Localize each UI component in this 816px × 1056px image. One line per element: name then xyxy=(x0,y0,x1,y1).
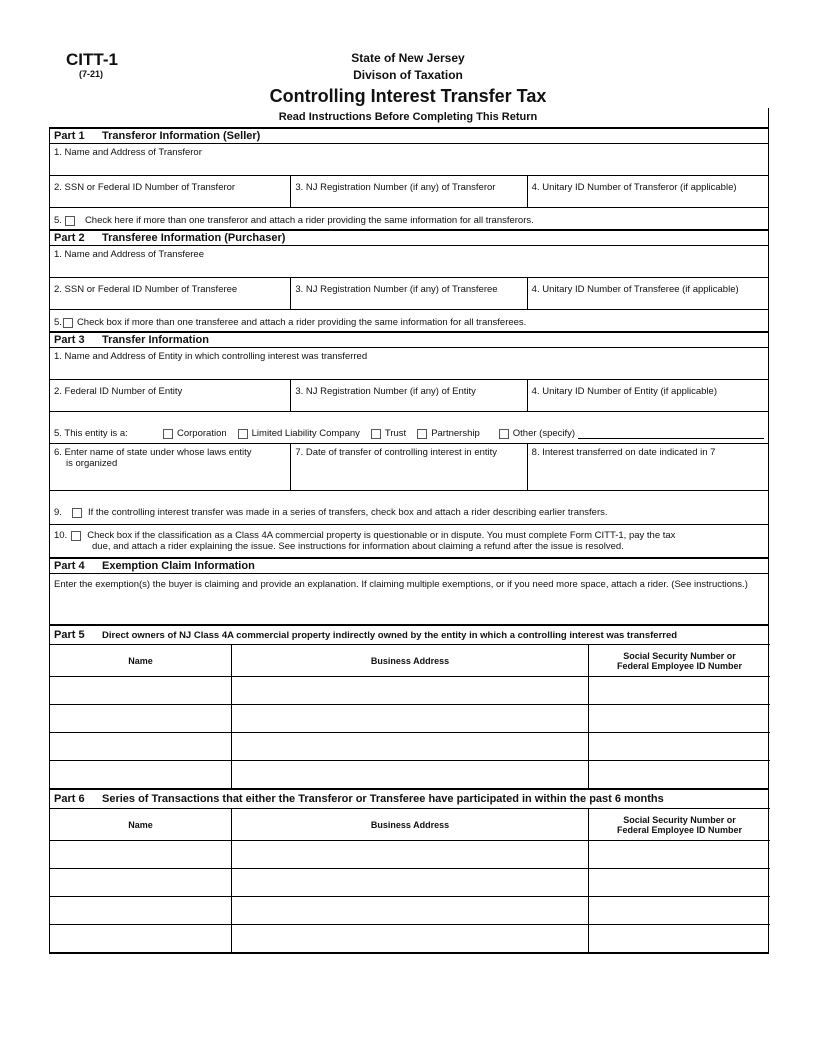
transferee-unitary-id-field[interactable] xyxy=(527,278,768,309)
entity-nj-reg-label: 3. NJ Registration Number (if any) of Entity xyxy=(295,386,476,397)
part1-number: Part 1 xyxy=(54,130,85,142)
transferee-multiple-checkbox[interactable] xyxy=(63,318,73,328)
table-cell[interactable] xyxy=(588,840,770,868)
corporation-label: Corporation xyxy=(177,428,227,439)
class4a-dispute-label-cont: due, and attach a rider explaining the issue. See instructions for information about claiming a refund after the issue is resolved. xyxy=(92,541,624,552)
part6-title: Series of Transactions that either the Transferor or Transferee have participated in within the past 6 months xyxy=(102,793,664,805)
part5-header xyxy=(50,624,768,644)
page-title: Controlling Interest Transfer Tax xyxy=(269,86,547,106)
transferor-nj-reg-label: 3. NJ Registration Number (if any) of Transferor xyxy=(295,182,496,193)
series-transfer-number: 9. xyxy=(54,507,62,518)
part2-title: Transferee Information (Purchaser) xyxy=(102,232,286,244)
exemption-claim-label: Enter the exemption(s) the buyer is claiming and provide an explanation. If claiming multiple exemptions, or if you need more space, attach a rider. (See instructions.) xyxy=(54,579,748,590)
part3-number: Part 3 xyxy=(54,334,85,346)
entity-type-label: 5. This entity is a: xyxy=(54,428,128,439)
part6-number: Part 6 xyxy=(54,793,85,805)
table-cell[interactable] xyxy=(50,760,231,788)
trust-checkbox[interactable] xyxy=(371,429,381,439)
entity-name-field[interactable] xyxy=(50,347,768,379)
transferor-ssn-field[interactable] xyxy=(50,176,290,207)
transferor-name-label: 1. Name and Address of Transferor xyxy=(54,147,202,158)
part3-header xyxy=(50,331,768,347)
table-cell[interactable] xyxy=(231,868,588,896)
state-name: State of New Jersey xyxy=(351,51,465,65)
other-specify-input[interactable] xyxy=(578,428,764,439)
table-cell[interactable] xyxy=(588,732,770,760)
part3-title: Transfer Information xyxy=(102,334,209,346)
instructions-note: Read Instructions Before Completing This Return xyxy=(278,111,538,123)
table-cell[interactable] xyxy=(231,704,588,732)
part5-col-address: Business Address xyxy=(231,644,588,676)
series-transfer-checkbox[interactable] xyxy=(72,508,82,518)
llc-label: Limited Liability Company xyxy=(251,428,360,439)
state-of-organization-label: 6. Enter name of state under whose laws entity xyxy=(54,447,252,458)
transferee-unitary-id-label: 4. Unitary ID Number of Transferee (if applicable) xyxy=(531,284,739,295)
table-cell[interactable] xyxy=(588,676,770,704)
entity-federal-id-label: 2. Federal ID Number of Entity xyxy=(54,386,183,397)
transfer-date-field[interactable] xyxy=(290,444,526,490)
transferee-name-label: 1. Name and Address of Transferee xyxy=(54,249,204,260)
part2-header xyxy=(50,229,768,245)
other-checkbox[interactable] xyxy=(499,429,509,439)
class4a-dispute-number: 10. xyxy=(54,530,68,541)
form-revision-date: (7-21) xyxy=(79,69,104,79)
part5-col-id: Social Security Number or Federal Employee ID Number xyxy=(588,644,770,676)
table-cell[interactable] xyxy=(50,896,231,924)
transferor-name-field[interactable] xyxy=(50,143,768,175)
llc-checkbox[interactable] xyxy=(238,429,248,439)
table-cell[interactable] xyxy=(50,732,231,760)
transferee-ssn-label: 2. SSN or Federal ID Number of Transferee xyxy=(54,284,238,295)
transferee-multiple-number: 5. xyxy=(54,317,62,328)
table-cell[interactable] xyxy=(588,868,770,896)
transfer-date-label: 7. Date of transfer of controlling interest in entity xyxy=(295,447,498,458)
transferee-name-field[interactable] xyxy=(50,245,768,277)
corporation-checkbox[interactable] xyxy=(163,429,173,439)
transferee-nj-reg-label: 3. NJ Registration Number (if any) of Transferee xyxy=(295,284,498,295)
part5-number: Part 5 xyxy=(54,629,85,641)
table-cell[interactable] xyxy=(50,868,231,896)
entity-name-label: 1. Name and Address of Entity in which controlling interest was transferred xyxy=(54,351,368,362)
part4-title: Exemption Claim Information xyxy=(102,560,255,572)
transferor-multiple-checkbox[interactable] xyxy=(65,216,75,226)
class4a-dispute-label: Check box if the classification as a Class 4A commercial property is questionable or in dispute. You must complete Form CITT-1, pay the tax xyxy=(87,530,676,541)
part6-col-id: Social Security Number or Federal Employee ID Number xyxy=(588,808,770,840)
transferee-multiple-label: Check box if more than one transferee and attach a rider providing the same information for all transferees. xyxy=(76,317,527,328)
divider xyxy=(768,108,769,129)
table-cell[interactable] xyxy=(50,704,231,732)
part1-title: Transferor Information (Seller) xyxy=(102,130,261,142)
transferee-ssn-field[interactable] xyxy=(50,278,290,309)
direct-owners-table xyxy=(50,644,768,788)
exemption-claim-field[interactable] xyxy=(50,573,768,624)
entity-nj-reg-field[interactable] xyxy=(290,380,526,411)
table-cell[interactable] xyxy=(50,676,231,704)
class4a-dispute-checkbox[interactable] xyxy=(71,531,81,541)
part2-number: Part 2 xyxy=(54,232,85,244)
entity-federal-id-field[interactable] xyxy=(50,380,290,411)
transferor-ssn-label: 2. SSN or Federal ID Number of Transferor xyxy=(54,182,236,193)
transferor-unitary-id-field[interactable] xyxy=(527,176,768,207)
transferor-nj-reg-field[interactable] xyxy=(290,176,526,207)
series-transfer-label: If the controlling interest transfer was made in a series of transfers, check box and attach a rider describing earlier transfers. xyxy=(87,507,608,518)
table-cell[interactable] xyxy=(50,924,231,952)
other-label: Other (specify) xyxy=(512,428,576,439)
part6-header xyxy=(50,788,768,808)
interest-transferred-field[interactable] xyxy=(527,444,768,490)
table-cell[interactable] xyxy=(231,840,588,868)
part4-header xyxy=(50,557,768,573)
partnership-label: Partnership xyxy=(431,428,480,439)
transferor-multiple-label: Check here if more than one transferor and attach a rider providing the same information for all transferors. xyxy=(84,215,534,226)
part1-header xyxy=(50,127,768,143)
part6-col-name: Name xyxy=(50,808,231,840)
interest-transferred-label: 8. Interest transferred on date indicated in 7 xyxy=(531,447,716,458)
partnership-checkbox[interactable] xyxy=(417,429,427,439)
table-cell[interactable] xyxy=(50,840,231,868)
table-cell[interactable] xyxy=(588,896,770,924)
transferor-unitary-id-label: 4. Unitary ID Number of Transferor (if applicable) xyxy=(531,182,737,193)
division-name: Divison of Taxation xyxy=(353,68,463,82)
trust-label: Trust xyxy=(384,428,407,439)
tax-form xyxy=(49,127,769,954)
table-cell[interactable] xyxy=(231,760,588,788)
table-cell[interactable] xyxy=(588,704,770,732)
form-code: CITT-1 xyxy=(66,50,118,69)
transactions-table xyxy=(50,808,768,952)
table-cell[interactable] xyxy=(231,924,588,952)
table-cell[interactable] xyxy=(588,924,770,952)
state-of-organization-field[interactable] xyxy=(50,444,290,490)
table-cell[interactable] xyxy=(231,676,588,704)
table-cell[interactable] xyxy=(588,760,770,788)
part6-col-address: Business Address xyxy=(231,808,588,840)
table-cell[interactable] xyxy=(231,896,588,924)
transferee-nj-reg-field[interactable] xyxy=(290,278,526,309)
part5-title: Direct owners of NJ Class 4A commercial property indirectly owned by the entity in which a controlling interest was transferred xyxy=(102,630,678,641)
state-of-organization-label-cont: is organized xyxy=(66,458,118,469)
table-cell[interactable] xyxy=(231,732,588,760)
entity-unitary-id-field[interactable] xyxy=(527,380,768,411)
part5-col-name: Name xyxy=(50,644,231,676)
part4-number: Part 4 xyxy=(54,560,85,572)
transferor-multiple-number: 5. xyxy=(54,215,62,226)
entity-unitary-id-label: 4. Unitary ID Number of Entity (if applicable) xyxy=(531,386,717,397)
